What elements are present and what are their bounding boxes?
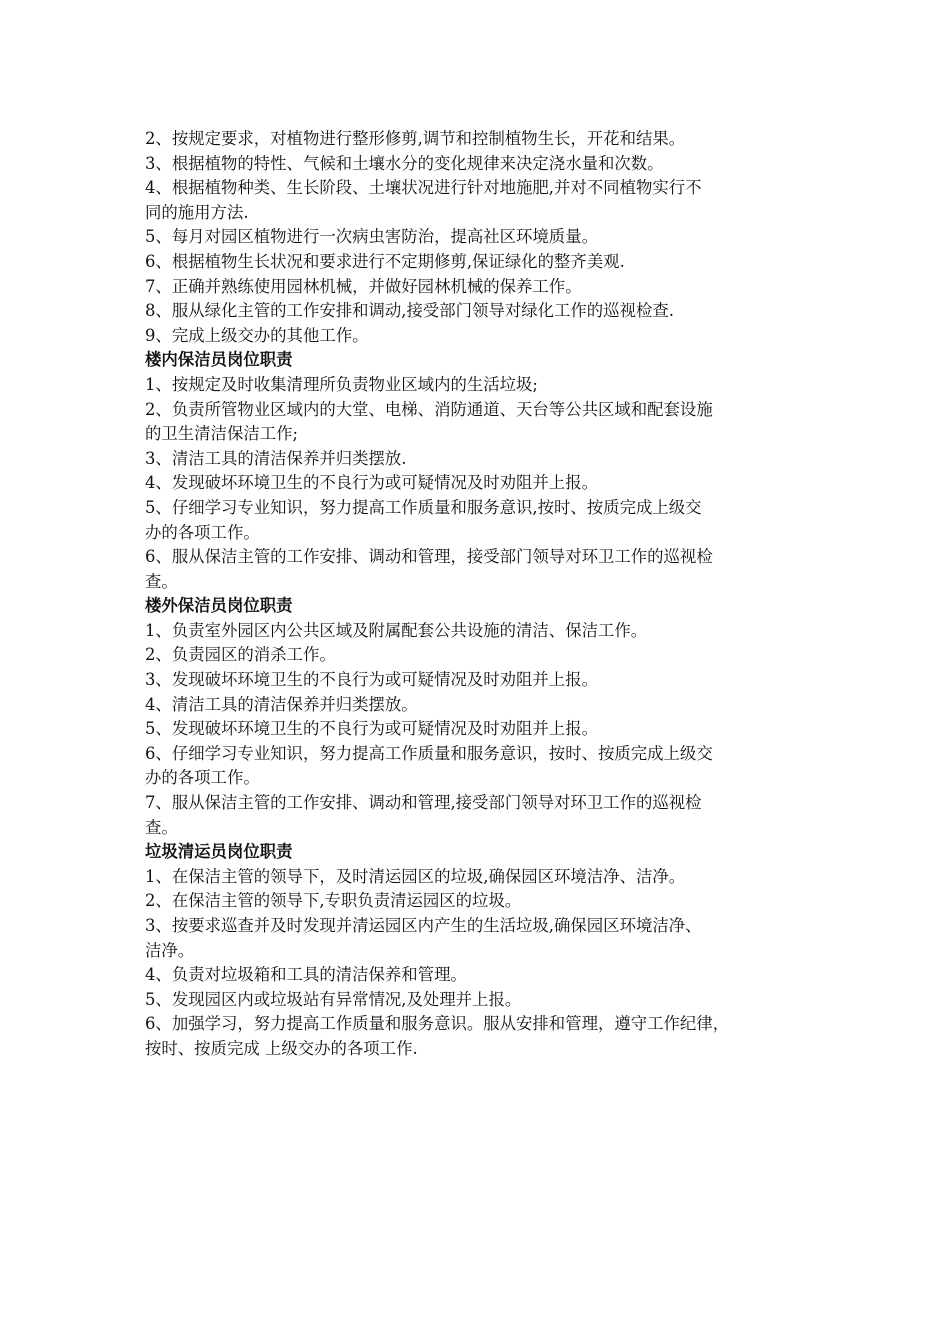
duty-line: 7、正确并熟练使用园林机械，并做好园林机械的保养工作。 [145, 276, 582, 296]
duty-line: 的卫生清洁保洁工作; [145, 424, 299, 444]
section-heading: 楼内保洁员岗位职责 [145, 350, 293, 370]
duty-line: 6、服从保洁主管的工作安排、调动和管理，接受部门领导对环卫工作的巡视检 [145, 547, 713, 567]
duty-line: 6、加强学习，努力提高工作质量和服务意识。服从安排和管理，遵守工作纪律， [145, 1014, 730, 1034]
duty-line: 3、根据植物的特性、气候和土壤水分的变化规律来决定浇水量和次数。 [145, 153, 664, 173]
duty-line: 1、负责室外园区内公共区域及附属配套公共设施的清洁、保洁工作。 [145, 620, 648, 640]
duty-line: 5、发现破坏环境卫生的不良行为或可疑情况及时劝阻并上报。 [145, 719, 598, 739]
duty-line: 3、清洁工具的清洁保养并归类摆放. [145, 448, 407, 468]
duty-line: 8、服从绿化主管的工作安排和调动,接受部门领导对绿化工作的巡视检查. [145, 301, 674, 321]
duty-line: 2、按规定要求，对植物进行整形修剪,调节和控制植物生长，开花和结果。 [145, 129, 686, 148]
duty-line: 5、仔细学习专业知识，努力提高工作质量和服务意识,按时、按质完成上级交 [145, 497, 702, 517]
duty-line: 3、按要求巡查并及时发现并清运园区内产生的生活垃圾,确保园区环境洁净、 [145, 916, 702, 935]
duty-line: 4、负责对垃圾箱和工具的清洁保养和管理。 [145, 965, 467, 985]
section-greening-duties [145, 127, 835, 348]
duty-line: 2、负责园区的消杀工作。 [145, 645, 336, 665]
duty-line: 7、服从保洁主管的工作安排、调动和管理,接受部门领导对环卫工作的巡视检 [145, 793, 702, 813]
section-heading: 垃圾清运员岗位职责 [145, 842, 293, 862]
duty-line: 洁净。 [145, 940, 195, 960]
duty-line: 2、在保洁主管的领导下,专职负责清运园区的垃圾。 [145, 891, 522, 911]
duty-line: 查。 [145, 817, 178, 837]
duty-line: 办的各项工作。 [145, 522, 260, 542]
duty-line: 6、仔细学习专业知识，努力提高工作质量和服务意识，按时、按质完成上级交 [145, 743, 713, 763]
section-garbage-collector-duties [145, 840, 835, 1061]
section-outdoor-cleaner-duties [145, 594, 835, 840]
duty-line: 按时、按质完成 上级交办的各项工作. [145, 1038, 418, 1058]
duty-line: 1、按规定及时收集清理所负责物业区域内的生活垃圾; [145, 374, 538, 394]
duty-line: 9、完成上级交办的其他工作。 [145, 325, 369, 345]
document-page [145, 127, 835, 1062]
duty-line: 查。 [145, 571, 178, 591]
duty-line: 4、清洁工具的清洁保养并归类摆放。 [145, 694, 418, 714]
duty-line: 6、根据植物生长状况和要求进行不定期修剪,保证绿化的整齐美观. [145, 251, 625, 271]
duty-line: 5、发现园区内或垃圾站有异常情况,及处理并上报。 [145, 989, 522, 1009]
section-indoor-cleaner-duties [145, 348, 835, 594]
duty-line: 5、每月对园区植物进行一次病虫害防治，提高社区环境质量。 [145, 227, 598, 247]
duty-line: 1、在保洁主管的领导下，及时清运园区的垃圾,确保园区环境洁净、洁净。 [145, 866, 686, 886]
duty-line: 3、发现破坏环境卫生的不良行为或可疑情况及时劝阻并上报。 [145, 670, 598, 690]
duty-line: 办的各项工作。 [145, 768, 260, 788]
duty-line: 4、发现破坏环境卫生的不良行为或可疑情况及时劝阻并上报。 [145, 473, 598, 493]
duty-line: 2、负责所管物业区域内的大堂、电梯、消防通道、天台等公共区域和配套设施 [145, 399, 713, 419]
section-heading: 楼外保洁员岗位职责 [145, 596, 293, 616]
duty-line: 同的施用方法. [145, 202, 249, 222]
duty-line: 4、根据植物种类、生长阶段、土壤状况进行针对地施肥,并对不同植物实行不 [145, 178, 702, 198]
